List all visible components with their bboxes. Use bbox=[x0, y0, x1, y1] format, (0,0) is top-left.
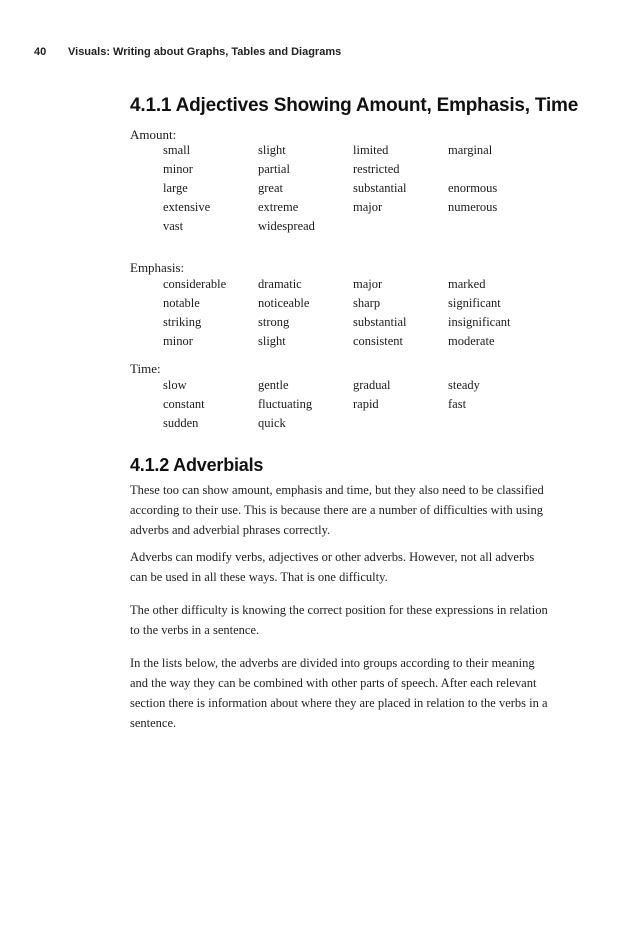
time-word: gradual bbox=[353, 378, 391, 392]
amount-word: restricted bbox=[353, 162, 400, 176]
time-word: fluctuating bbox=[258, 397, 313, 411]
amount-label: Amount: bbox=[130, 127, 177, 142]
section-heading-adverbials: 4.1.2 Adverbials bbox=[130, 455, 264, 475]
emphasis-word: slight bbox=[258, 334, 286, 348]
emphasis-word: sharp bbox=[353, 296, 381, 310]
amount-word: substantial bbox=[353, 181, 407, 195]
emphasis-word: dramatic bbox=[258, 277, 302, 291]
paragraph: These too can show amount, emphasis and time, but they also need to be classified according to their use. This is because there are a number of difficulties with using adverbs and adverbial phrases correctly. bbox=[130, 483, 544, 537]
section-heading-adjectives: 4.1.1 Adjectives Showing Amount, Emphasis, Time bbox=[130, 95, 579, 116]
emphasis-word: noticeable bbox=[258, 296, 310, 310]
emphasis-word: substantial bbox=[353, 315, 407, 329]
emphasis-word: minor bbox=[163, 334, 193, 348]
time-label: Time: bbox=[130, 361, 161, 376]
amount-word: vast bbox=[163, 219, 184, 233]
amount-word: major bbox=[353, 200, 383, 214]
paragraph: Adverbs can modify verbs, adjectives or other adverbs. However, not all adverbs can be used in all these ways. That is one difficulty. bbox=[130, 550, 535, 584]
emphasis-word: striking bbox=[163, 315, 202, 329]
amount-word: limited bbox=[353, 143, 389, 157]
amount-word: minor bbox=[163, 162, 193, 176]
paragraph: The other difficulty is knowing the correct position for these expressions in relation to the verbs in a sentence. bbox=[130, 603, 548, 637]
emphasis-word: consistent bbox=[353, 334, 403, 348]
time-word: gentle bbox=[258, 378, 289, 392]
amount-word: slight bbox=[258, 143, 286, 157]
emphasis-word: marked bbox=[448, 277, 486, 291]
amount-word: numerous bbox=[448, 200, 498, 214]
emphasis-word: significant bbox=[448, 296, 501, 310]
time-word-grid bbox=[163, 376, 563, 433]
running-header bbox=[34, 46, 341, 58]
emphasis-word: considerable bbox=[163, 277, 227, 291]
time-word: constant bbox=[163, 397, 205, 411]
time-word: fast bbox=[448, 397, 467, 411]
time-word: sudden bbox=[163, 416, 199, 430]
amount-word: marginal bbox=[448, 143, 493, 157]
amount-word bbox=[448, 217, 563, 236]
amount-word: great bbox=[258, 181, 283, 195]
amount-word: extensive bbox=[163, 200, 211, 214]
page-number: 40 bbox=[34, 46, 47, 58]
emphasis-label: Emphasis: bbox=[130, 260, 185, 275]
amount-word: widespread bbox=[258, 219, 315, 233]
emphasis-word: major bbox=[353, 277, 383, 291]
emphasis-word: insignificant bbox=[448, 315, 511, 329]
paragraph: In the lists below, the adverbs are divided into groups according to their meaning and the way they can be combined with other parts of speech. After each relevant section there is information about where they are placed in relation to the verbs in a sentence. bbox=[130, 656, 548, 730]
time-word: steady bbox=[448, 378, 480, 392]
emphasis-word-grid bbox=[163, 275, 563, 351]
amount-word bbox=[353, 217, 448, 236]
amount-word: small bbox=[163, 143, 191, 157]
time-word bbox=[448, 414, 563, 433]
amount-word-grid bbox=[163, 141, 563, 236]
amount-word: large bbox=[163, 181, 188, 195]
amount-word: partial bbox=[258, 162, 290, 176]
time-word: slow bbox=[163, 378, 187, 392]
amount-word: enormous bbox=[448, 181, 498, 195]
time-word: quick bbox=[258, 416, 286, 430]
amount-word bbox=[448, 160, 563, 179]
time-word bbox=[353, 414, 448, 433]
emphasis-word: strong bbox=[258, 315, 290, 329]
emphasis-word: notable bbox=[163, 296, 200, 310]
emphasis-word: moderate bbox=[448, 334, 495, 348]
amount-word: extreme bbox=[258, 200, 299, 214]
running-title: Visuals: Writing about Graphs, Tables and Diagrams bbox=[68, 46, 342, 58]
time-word: rapid bbox=[353, 397, 379, 411]
